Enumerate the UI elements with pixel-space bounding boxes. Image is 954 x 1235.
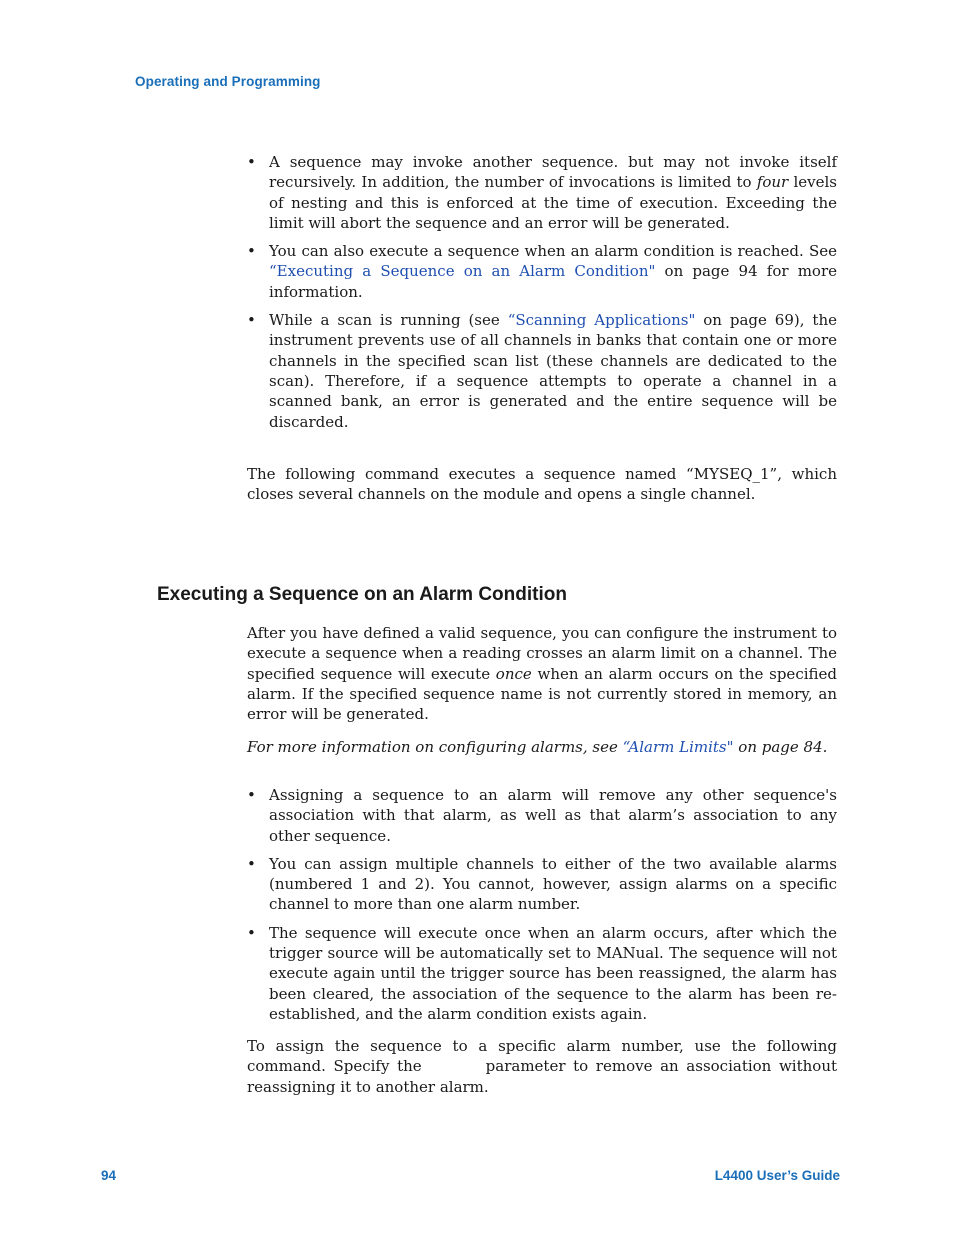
- assign-text-1: To assign the sequence to a specific alarm number, use the following command. Specify the: [247, 1037, 837, 1076]
- bullet-text: on page 69), the instrument prevents use of all channels in banks that contain one or more channels in the specified scan list (these channels are dedicated to the scan). Therefore, if a sequence attempts to operate a channel in a scanned bank, an error is generated and the entire sequence will be discarded.: [269, 311, 837, 431]
- section-heading: Executing a Sequence on an Alarm Condition: [157, 584, 567, 605]
- cross-reference-link[interactable]: “Scanning Applications": [507, 311, 696, 330]
- bullet-item: [247, 923, 837, 1024]
- paragraph-text-tail: when an alarm occurs on the specified alarm. If the specified sequence name is not currently stored in memory, an error will be generated.: [247, 664, 837, 724]
- paragraph-command-intro: The following command executes a sequence named “MYSEQ_1”, which closes several channels on the module and opens a single channel.: [247, 465, 837, 504]
- bullet-text: A sequence may invoke another sequence. but may not invoke itself recursively. In addition, the number of invocations is limited to: [269, 153, 837, 192]
- bullet-dot-icon: •: [247, 923, 256, 942]
- paragraph-assign: [247, 1036, 837, 1097]
- more-info-text: For more information on configuring alarms, see: [247, 738, 623, 756]
- cross-reference-link[interactable]: “Executing a Sequence on an Alarm Condition": [269, 262, 656, 281]
- bullet-text: You can also execute a sequence when an alarm condition is reached. See: [269, 242, 837, 261]
- bullet-text: You can assign multiple channels to either of the two available alarms (numbered 1 and 2). You cannot, however, assign alarms on a specific channel to more than one alarm number.: [269, 854, 837, 914]
- bullet-text: on page 94 for more information.: [269, 262, 837, 301]
- bullet-dot-icon: •: [247, 311, 256, 330]
- bullet-dot-icon: •: [247, 854, 256, 873]
- bullet-item: [247, 785, 837, 846]
- bullet-list-bottom: [247, 785, 837, 1032]
- emphasis-text: four: [756, 173, 789, 192]
- bullet-item: [247, 241, 837, 302]
- guide-title: L4400 User’s Guide: [714, 1168, 840, 1183]
- bullet-item: [247, 152, 837, 233]
- more-info-tail: on page 84.: [733, 738, 828, 756]
- paragraph-more-info: [247, 737, 837, 757]
- bullet-dot-icon: •: [247, 242, 256, 261]
- bullet-list-top: [247, 152, 837, 440]
- bullet-text: The sequence will execute once when an alarm occurs, after which the trigger source will be automatically set to MANual. The sequence will not execute again until the trigger source has been reassigned, the alarm has been cleared, the association of the sequence to the alarm has been re- established, and the alarm condition exists again.: [269, 923, 837, 1023]
- assign-text-2: parameter to remove an association without reassigning it to another alarm.: [247, 1057, 838, 1096]
- link-alarm-limits[interactable]: “Alarm Limits": [622, 738, 734, 756]
- bullet-item: [247, 310, 837, 432]
- page-number: 94: [101, 1168, 117, 1183]
- paragraph-after-defined: [247, 623, 837, 724]
- bullet-text: While a scan is running (see: [269, 311, 508, 330]
- bullet-text: levels of nesting and this is enforced at the time of execution. Exceeding the limit will abort the sequence and an error will be generated.: [269, 173, 837, 232]
- bullet-dot-icon: •: [247, 153, 256, 171]
- bullet-item: [247, 854, 837, 915]
- emphasis-once: once: [495, 664, 532, 683]
- running-header: Operating and Programming: [135, 74, 321, 89]
- bullet-dot-icon: •: [247, 786, 256, 804]
- bullet-text: Assigning a sequence to an alarm will remove any other sequence's association with that alarm, as well as that alarm’s association to any other sequence.: [269, 786, 837, 845]
- paragraph-text: After you have defined a valid sequence, you can configure the instrument to execute a sequence when a reading crosses an alarm limit on a channel. The specified sequence will execute: [247, 624, 837, 683]
